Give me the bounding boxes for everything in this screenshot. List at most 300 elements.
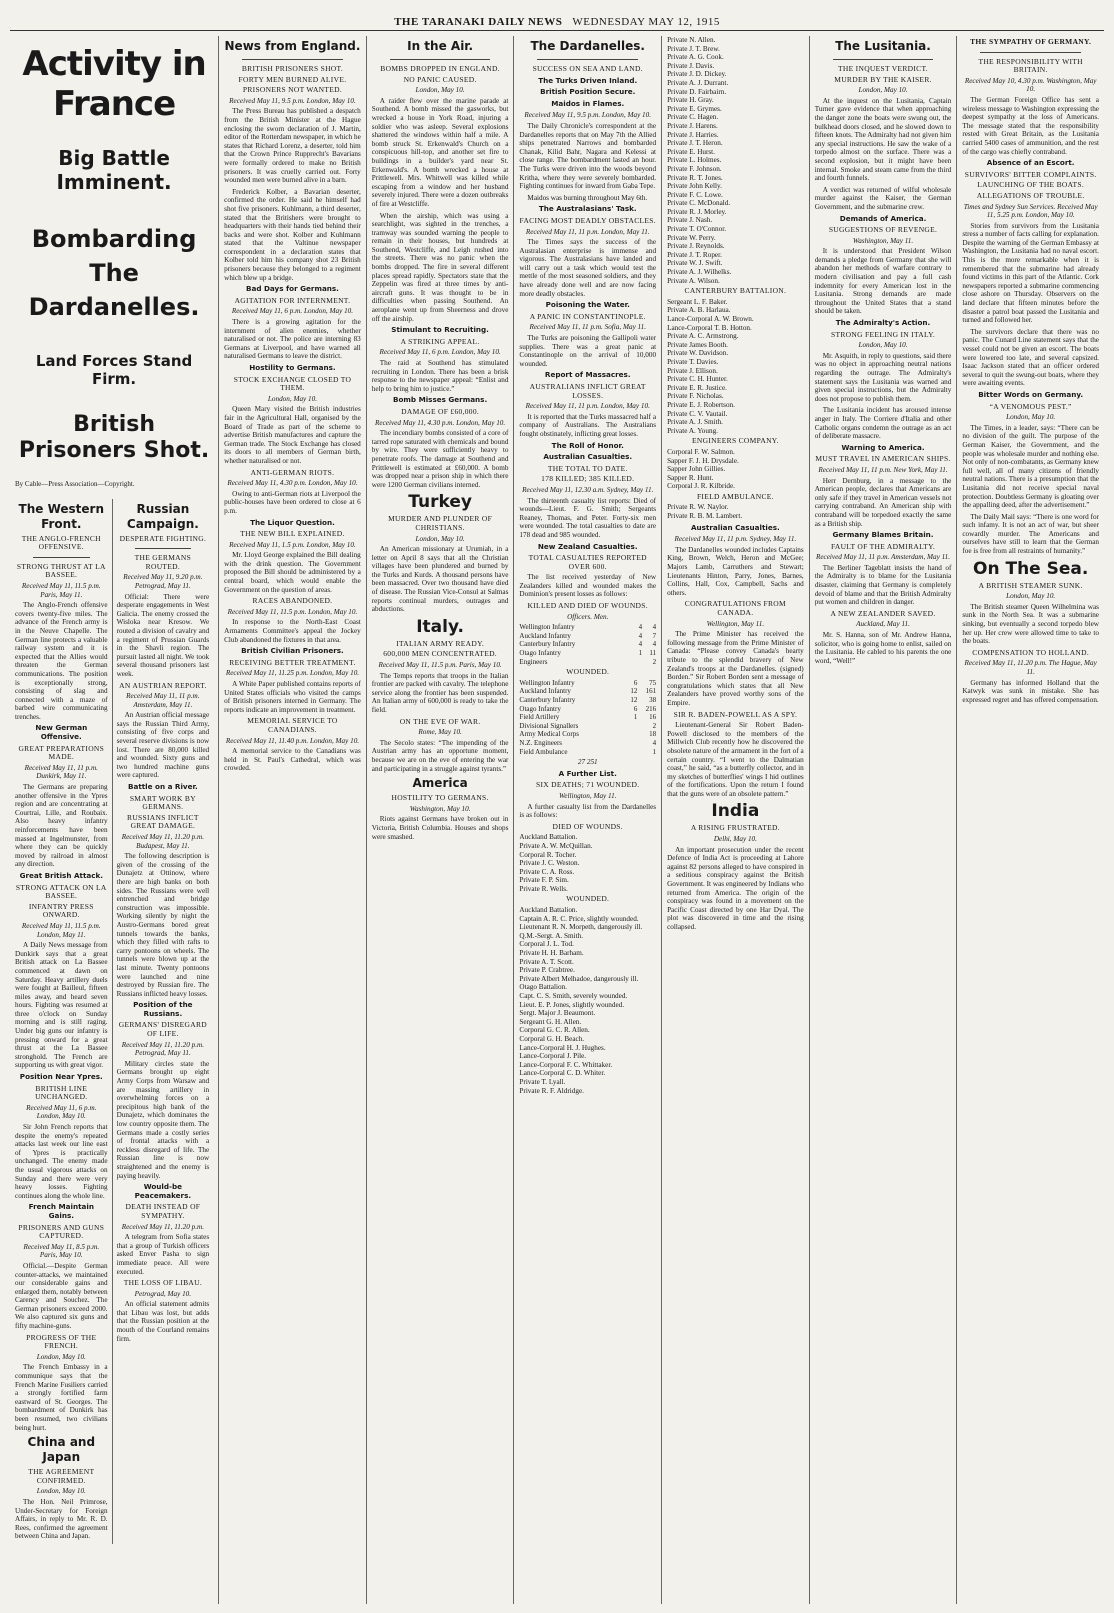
article-text: A Daily News message from Dunkirk says that a great British attack on La Bassee commenced at dawn on Saturday. Heavy artillery duels were fought at Bailleul, fifteen miles away, and heard seven hours. Fighting was resumed at three o'clock on Sunday morning and is still raging. Under big guns our infantry is pressing onward for a great thrust at the La Bassee stronghold. The French are supporting us with great vigor. — [15, 941, 108, 1070]
section-heading: Poisoning the Water. — [545, 300, 630, 310]
list-item: Lieut. E. P. Jones, slightly wounded. — [519, 1000, 625, 1009]
subheading: SURVIVORS' BITTER COMPLAINTS. — [964, 169, 1097, 179]
killed-table — [519, 623, 656, 666]
section-heading: The Roll of Honor. — [551, 440, 624, 450]
table-cell: 1 — [633, 713, 638, 722]
subheading: MEMORIAL SERVICE TO CANADIANS. — [247, 716, 338, 734]
list-item: Private T. O'Connor. — [667, 225, 726, 234]
list-item: Private Albert Melhadoe, dangerously ill. — [519, 974, 639, 983]
list-item: Private C. H. Hunter. — [667, 375, 728, 384]
dateline: Received May 11, 11.5 p.m. Paris, May 10. — [378, 661, 502, 670]
table-row — [519, 640, 656, 649]
privates-list — [667, 36, 804, 285]
list-item: Private F. P. Sim. — [519, 876, 569, 885]
article-text: The Press Bureau has published a despatch from the British Minister at the Hague enclosing the sworn declaration of J. Martin, editor of the Rotterdam newspaper, in which he states that Richard Lorenz, a deserter, told him that the Crown Prince Rupprecht's Bavarians were formally ordered to make no British prisoners. It was cruelly carried out. Forty wounded men were burned alive in a barn. — [224, 107, 361, 185]
subheading: PRISONERS NOT WANTED. — [242, 85, 343, 95]
article-text: A raider flew over the marine parade at Southend. A bomb missed the gasworks, but wrecked a house in York Road, injuring a soldier who was asleep. Several explosions shattered the windows within half a mile. A bomb struck St. Erkenwald's Church on a conspicuous hill-top, and another set fire to buildings in a builder's yard near St. Erkenwald's. A bomb wrecked a house at Prittlewell. Mrs. Whitwell was killed while escaping from a window and her husband severely injured. There were a dozen outbreaks of fire at Westcliffe. — [371, 96, 509, 208]
dateline: London, May 10. — [1006, 592, 1056, 601]
section-heading: The Admiralty's Action. — [835, 318, 931, 328]
table-cell: 12 — [630, 687, 638, 696]
article-text: A White Paper published contains reports of United States officials who visited the camps of British prisoners interned in Germany. The reports indicate an improvement in treatment. — [224, 680, 361, 714]
list-item: Captain A. R. C. Price, slightly wounded. — [519, 914, 639, 923]
section-heading: British Position Secure. — [540, 87, 636, 97]
section-heading: New German Offensive. — [35, 723, 88, 742]
table-cell: 1 — [638, 649, 643, 658]
dateline: Delhi, May 10. — [713, 835, 757, 844]
dateline: Received May 11, 11.20 p.m. — [121, 1222, 205, 1231]
list-item: Private C. V. Vautail. — [667, 409, 728, 418]
section-heading: Report of Massacres. — [544, 370, 631, 380]
dateline: Times and Sydney Sun Services. Received May 11, 5.25 p.m. London, May 10. — [963, 202, 1098, 220]
table-cell — [625, 730, 637, 739]
section-heading: China and Japan — [27, 1435, 96, 1465]
list-item: Corporal R. Tocher. — [519, 850, 577, 859]
deck-land-forces: Land Forces Stand Firm. — [35, 352, 193, 388]
list-item: Private N. Allen. — [667, 36, 716, 44]
dateline: Received May 11, 9.5 p.m. London, May 10. — [524, 111, 652, 120]
article-text: Sir John French reports that despite the enemy's repeated attacks last week our line east of Ypres is practically unchanged. The enemy made the usual vigorous attacks on Sunday and there were very heavy losses. Fighting continues along the whole line. — [15, 1123, 108, 1200]
dateline: London, May 10. — [415, 86, 465, 95]
table-cell: Otago Infantry — [519, 704, 561, 713]
dateline: London, May 10. — [1006, 413, 1056, 422]
subheading: CANTERBURY BATTALION. — [684, 286, 787, 296]
list-item: Private F. C. Lowe. — [667, 190, 723, 199]
list-item: Corporal F. W. Salmon. — [667, 447, 735, 456]
section-heading: New Zealand Casualties. — [537, 541, 638, 551]
subheading: MURDER BY THE KAISER. — [834, 74, 932, 84]
column-6 — [810, 36, 958, 1604]
column-2 — [219, 36, 367, 1604]
table-cell: 16 — [649, 713, 657, 722]
list-item: Corporal G. C. R. Allen. — [519, 1026, 590, 1035]
section-heading: Demands of America. — [839, 213, 927, 223]
subheading: PROGRESS OF THE FRENCH. — [26, 1332, 97, 1351]
article-text: The Turks are poisoning the Gallipoli water supplies. There was a great panic at Constantinople on the arrival of 10,000 wounded. — [519, 334, 657, 368]
table-cell — [635, 658, 642, 667]
list-item: Private L. Holmes. — [667, 156, 722, 165]
list-item: Sapper John Gillies. — [667, 465, 726, 474]
subheading: ITALIAN ARMY READY. — [396, 638, 484, 648]
list-item: Private R. F. Aldridge. — [519, 1086, 584, 1095]
dateline: Wellington, May 11. — [706, 619, 765, 628]
table-cell: Army Medical Corps — [519, 730, 579, 739]
list-item: Auckland Battalion. — [519, 906, 578, 915]
table-row — [519, 730, 656, 739]
table-cell: 216 — [645, 704, 657, 713]
page-columns — [10, 36, 1104, 1604]
subheading: CONGRATULATIONS FROM CANADA. — [684, 599, 786, 617]
subheading: 178 KILLED; 385 KILLED. — [541, 474, 635, 484]
list-item: Private J. T. Heron. — [667, 139, 723, 148]
subheading: SIR R. BADEN-POWELL AS A SPY. — [673, 709, 798, 719]
article-text: The Anglo-French offensive covers twenty-five miles. The advance of the French army is in the Neuve Chapelle. The German line protects a valuable railway system and it is expected that the Allies would threaten the German communications. The position is exceptionally strong, consisting of slag and connected with a maze of barbed wire communicating trenches. — [15, 601, 108, 721]
table-row — [519, 739, 656, 748]
list-item: Corporal J. R. Kilbride. — [667, 482, 735, 491]
article-text: It is reported that the Turks massacred half a company of Australians. The Australians fought obstinately, inflicting great losses. — [519, 412, 657, 438]
article-text: There is a growing agitation for the internment of alien enemies, whether naturalised or not. The police are interning 83 Germans at Liverpool, and have warned all naturalised Germans to leave the district. — [224, 318, 361, 361]
subheading: THE NEW BILL EXPLAINED. — [240, 529, 345, 539]
dateline: Received May 11, 8.5 p.m. Paris, May 10. — [23, 1242, 100, 1260]
dateline: Received May 11, 11 p.m. Sofia, May 11. — [529, 323, 647, 332]
subheading: RECEIVING BETTER TREATMENT. — [229, 657, 356, 667]
column-4 — [514, 36, 662, 1604]
table-cell — [625, 748, 637, 757]
dateline: Received May 11, 11 p.m. London, May 11. — [525, 227, 650, 236]
table-cell: 12 — [630, 696, 638, 704]
list-item: Private J. Harries. — [667, 130, 719, 139]
subheading: NO PANIC CAUSED. — [403, 74, 477, 84]
newspaper-title: THE TARANAKI DAILY NEWS — [394, 16, 563, 28]
article-text: The Lusitania incident has aroused intense anger in Italy. The Corriere d'Italia and other Catholic organs condemn the outrage as an act of deliberate massacre. — [814, 406, 952, 441]
western-front-section — [15, 499, 113, 1544]
section-heading: Great British Attack. — [19, 870, 104, 880]
table-cell: Auckland Infantry — [519, 687, 571, 696]
subheading: SIX DEATHS; 71 WOUNDED. — [536, 780, 640, 790]
subheading: MURDER AND PLUNDER OF CHRISTIANS. — [388, 514, 493, 532]
section-heading: The Australasians' Task. — [538, 204, 637, 214]
wounded-total: 27 251 — [577, 758, 598, 767]
subheading: THE TOTAL TO DATE. — [547, 463, 628, 473]
dateline: Washington, May 10. — [409, 804, 471, 813]
dateline: Received May 11, 12.30 a.m. Sydney, May 11. — [522, 485, 654, 494]
section-heading: The Western Front. — [18, 501, 105, 531]
table-cell: 4 — [652, 738, 657, 747]
dateline: Received May 11, 4.30 p.m. London, May 10. — [374, 418, 506, 427]
article-text: The list received yesterday of New Zealanders killed and wounded makes the Dominion's present losses as follows: — [519, 573, 657, 599]
dateline: Received May 11, 11.40 p.m. London, May 10. — [225, 736, 360, 745]
dateline: Wellington, May 11. — [558, 791, 617, 800]
dateline: Received May 11, 11 p.m. London, May 10. — [525, 402, 650, 411]
table-cell: 38 — [649, 696, 657, 704]
section-heading: Bitter Words on Germany. — [978, 389, 1084, 399]
dateline: Received May 11, 11 p.m. Amsterdam, May 11. — [126, 692, 200, 709]
subheading: GERMANS' DISREGARD OF LIFE. — [118, 1020, 207, 1039]
subheading: SMART WORK BY GERMANS. — [129, 793, 196, 812]
article-text: A memorial service to the Canadians was held in St. Paul's Cathedral, which was crowded. — [224, 747, 361, 773]
field-ambulance-list — [667, 503, 804, 520]
list-item: Private T. Davies. — [667, 357, 719, 366]
table-cell — [625, 722, 637, 731]
subheading: TOTAL CASUALTIES REPORTED OVER 600. — [528, 553, 647, 571]
subheading: A NEW ZEALANDER SAVED. — [830, 608, 936, 618]
article-text: The Prime Minister has received the following message from the Prime Minister of Canada: “Please convey Canada's hearty tribute to the splendid bravery of New Zealand's troops at the Dardanelles. (signed) Borden.” Sir Robert Borden sent a message of congratulations which states that all New Zealanders have proved worthy sons of the Empire. — [667, 630, 804, 707]
article-text: The Times says the success of the Australasian enterprise is immense and vigorous. The Australasians have landed and will carry out a task which would test the mettle of the most seasoned soldiers, and they have already done well and are now facing more deadly obstacles. — [519, 238, 657, 298]
list-item: Private A. J. Durrant. — [667, 78, 729, 87]
list-item: Lance-Corporal F. C. Whittaker. — [519, 1060, 613, 1069]
list-item: Private J. Reynolds. — [667, 242, 725, 251]
dateline: Received May 11, 6 p.m. London, May 10. — [26, 1103, 97, 1121]
section-heading: Bomb Misses Germans. — [393, 395, 488, 405]
list-item: Private E. R. Justice. — [667, 383, 727, 392]
subheading: BRITISH PRISONERS SHOT. — [241, 64, 344, 73]
list-item: Lance-Corporal C. D. Whiter. — [519, 1069, 606, 1078]
subheading: AN AUSTRIAN REPORT. — [119, 680, 207, 690]
subheading: ANTI-GERMAN RIOTS. — [250, 467, 335, 477]
section-heading: Position of the Russians. — [133, 1000, 193, 1018]
article-text: The Daily Chronicle's correspondent at the Dardanelles reports that on May 7th the Allied ships penetrated Narrows and bombarded Chanak, Kilid Bahr, Nagara and Kelessi at close range. The bombardment lasted an hour. The Turks were driven into the woods beyond Kritha, where they were severely bombarded. Fighting continues for inward from Gaba Tepe. — [519, 121, 657, 191]
article-text: An official statement admits that Libau was lost, but adds that the Russian position at the mouth of the Courland remains firm. — [116, 1300, 210, 1343]
article-text: Herr Dernburg, in a message to the American people, declares that Americans are only safe if they travel in American vessels not carrying contraband. An American ship with contraband will be torpedoed exactly the same as a British ship. — [814, 476, 952, 528]
table-row — [519, 623, 656, 632]
subheading: A PANIC IN CONSTANTINOPLE. — [529, 311, 646, 321]
subheading: THE ANGLO-FRENCH OFFENSIVE. — [21, 533, 101, 552]
article-text: The Times, in a leader, says: “There can be no division of the guilt. The purpose of the German Kaiser, the Government, and the people was wholesale murder and nothing else. Not only of non-combatants, as Germany knew full well, all of many citizens of friendly neutral nations. There is a presumption that the Lusitania did not receive special naval protection. Doubtless Germany is gloating over the appalling deed, after the advertisement.” — [962, 423, 1099, 510]
article-text: The Germans are preparing another offensive in the Ypres region and are concentrating at Courtrai, Lille, and Roubaix. Also heavy infantry reinforcements have been massed at Ingelmunster, from where they can be quickly moved by railroad in almost any direction. — [15, 783, 108, 869]
press-credit: By Cable—Press Association—Copyright. — [15, 480, 135, 488]
subheading: FORTY MEN BURNED ALIVE. — [238, 74, 347, 84]
subheading: BOMBS DROPPED IN ENGLAND. — [380, 64, 500, 73]
subheading: DESPERATE FIGHTING. — [119, 533, 207, 543]
article-text: The Temps reports that troops in the Italian frontier are packed with cavalry. The telephone service along the frontier has been suspended. An Italian army of 600,000 is ready to take the field. — [371, 671, 509, 714]
table-row — [519, 679, 656, 688]
subheading: RUSSIANS INFLICT GREAT DAMAGE. — [127, 812, 199, 831]
section-heading: Battle on a River. — [127, 782, 198, 792]
article-text: The following description is given of the crossing of the Dunajetz at Ottinow, where there are high banks on both sides. The Russians were well entrenched and bridge construction was impossible. Working silently by night the Austro-Germans bored great tunnels towards the banks, which they filled with rafts to carry pontoons on wheels. The tunnels were blown up at the last minute. Twenty pontoons were launched and nine destroyed by Russian fire. The Russians inflicted heavy losses. — [116, 852, 210, 998]
section-heading: News from England. — [224, 39, 361, 53]
subheading: STOCK EXCHANGE CLOSED TO THEM. — [233, 374, 352, 393]
list-item: Private R. J. Morley. — [667, 207, 727, 216]
article-text: The Secolo states: “The impending of the Austrian army has an opportune moment, because we are on the eve of entering the war and participating in a struggle against tyrants.” — [371, 738, 509, 773]
dateline: Received May 11, 11.5 p.m. London, May 11. — [21, 921, 101, 939]
subheading: AGITATION FOR INTERNMENT. — [234, 295, 351, 305]
list-item: Sergeant G. H. Allen. — [519, 1017, 582, 1026]
list-item: Private C. A. Ross. — [519, 867, 575, 876]
dateline: London, May 10. — [858, 86, 908, 95]
table-cell: Canterbury Infantry — [519, 640, 576, 649]
article-text: An important prosecution under the recent Defence of India Act is proceeding at Lahore against 82 persons alleged to have conspired in a seditious conspiracy against the British Government. It was engineered by Indians who returned from America. The origin of the conspiracy was found in a movement on the Pacific Coast directed by one Har Dyal. The plot was discovered in time and the rising collapsed. — [667, 845, 804, 931]
dateline: Received May 11, 11 p.m. Sydney, May 11. — [674, 535, 797, 544]
section-heading: Italy. — [416, 616, 464, 637]
list-item: Private A. Wilson. — [667, 276, 720, 285]
subheading: BRITISH LINE UNCHANGED. — [35, 1083, 88, 1102]
table-cell: Wellington Infantry — [519, 623, 575, 632]
section-heading: Stimulant to Recruiting. — [391, 325, 489, 335]
article-text: The Dardanelles wounded includes Captains King, Brown, Welch, Heron and McGee; Majors Lamb, Carruthers and Stewart; Lieutenants Hinton, Parry, Jones, Barnes, Collins, Hall, Cox, Campbell, Sachs and others. — [667, 545, 804, 597]
list-item: Private W. Perry. — [667, 233, 716, 242]
subheading: DEATH INSTEAD OF SYMPATHY. — [125, 1202, 201, 1220]
section-heading: British Civilian Prisoners. — [241, 646, 344, 656]
subheading: THE RESPONSIBILITY WITH BRITAIN. — [978, 56, 1083, 75]
dateline: Received May 11, 11 p.m. New York, May 11. — [818, 465, 948, 474]
table-row — [519, 713, 656, 722]
engineers-list — [667, 448, 804, 491]
table-cell: 2 — [652, 721, 657, 730]
list-item: Private E. Grymes. — [667, 104, 722, 113]
subheading: “A VENOMOUS PEST.” — [989, 401, 1072, 411]
section-heading: Bad Days for Germans. — [245, 284, 339, 294]
list-item: Private John Kelly. — [667, 182, 722, 191]
article-text: Frederick Kolber, a Bavarian deserter, confirmed the order. He said he himself had shot five prisoners. Kuhlmann, a third deserter, stated that the Britishers were brought to headquarters with their hands tied behind their backs and were shot. Kolber and Kuhlmann stated that the Valtinue newspaper correspondent in a declaration states that Kolber told him his company shot 23 British prisoners because they belonged to a regiment which blew up a bridge. — [224, 187, 361, 282]
list-item: Private D. Fairbairn. — [667, 87, 727, 96]
dateline: Washington, May 11. — [852, 236, 914, 245]
front-subcolumns — [15, 499, 213, 1544]
subheading: SUGGESTIONS OF REVENGE. — [828, 225, 938, 235]
article-text: Lieutenant-General Sir Robert Baden-Powell disclosed to the members of the Millwich Club recently how he discovered the obsolete nature of the armament in the fort of a certain country. “I went to the Dalmatian coast,” he said, “as a butterfly collector, and in my sketches of butterflies' wings I hid outlines of the fortifications. Upon the return I found that the guns were of an obsolete pattern.” — [667, 721, 804, 798]
list-item: Private E. Hurst. — [667, 147, 715, 156]
dateline: Received May 11, 6 p.m. London, May 10. — [231, 307, 354, 316]
section-heading: A Further List. — [558, 768, 617, 778]
list-item: Private F. Nicholas. — [667, 392, 724, 401]
article-text: Mr. Lloyd George explained the Bill dealing with the drink question. The Government proposed the Bill should be administered by a central board, which would enable the Government on the question of areas. — [224, 551, 361, 594]
list-item: Capt. C. S. Smith, severely wounded. — [519, 992, 628, 1000]
list-item: Private A. G. Cook. — [667, 53, 724, 62]
table-cell: Wellington Infantry — [519, 678, 575, 687]
dateline: Received May 11, 11.5 p.m. London, May 10. — [227, 607, 358, 616]
table-cell: Field Ambulance — [519, 747, 568, 756]
list-item: Sapper R. Hunt. — [667, 473, 714, 482]
table-row — [519, 722, 656, 731]
russian-campaign-section — [113, 499, 214, 1544]
dateline: Received May 11, 11.5 p.m. Paris, May 11. — [21, 581, 101, 599]
article-text: Owing to anti-German riots at Liverpool the public-houses have been ordered to close at 6 p.m. — [224, 489, 361, 515]
subheading: INFANTRY PRESS ONWARD. — [28, 901, 94, 920]
dateline: London, May 10. — [267, 394, 318, 403]
list-item: Private J. Harens. — [667, 121, 718, 130]
deck-prisoners-shot: British Prisoners Shot. — [18, 412, 210, 463]
table-cell: Field Artillery — [519, 713, 560, 722]
article-text: The Berliner Tageblatt insists the hand of the Admiralty is to blame for the Lusitania disaster, claiming that Germany is completely devoid of blame and that the British Admiralty put women and children in danger. — [814, 563, 952, 607]
article-text: The French Embassy in a communique says that the French Marine Fusiliers carried a strongly fortified farm eastward of St. Georges. The bombardment of Dunkirk has been resumed, two civilians being hurt. — [15, 1363, 108, 1432]
table-row — [519, 705, 656, 714]
article-text: An American missionary at Urumiah, in a letter on April 8 says that all the Christian villages have been plundered and burned by the Turks and Kurds. A thousand persons have been massacred. Over two thousand have died of disease. The Russian Vice-Consul at Salmas reports continual murders, outrages and abductions. — [371, 545, 509, 614]
list-item: Private H. Gray. — [667, 96, 714, 105]
table-cell: 18 — [649, 730, 657, 739]
subheading: SUCCESS ON SEA AND LAND. — [532, 64, 643, 73]
table-row — [519, 696, 656, 705]
dateline: Received May 11, 11.20 p.m. Budapest, May 11. — [121, 833, 205, 850]
died-list — [519, 833, 656, 893]
table-cell — [625, 739, 637, 748]
subheading: A BRITISH STEAMER SUNK. — [978, 580, 1083, 590]
article-text: Stories from survivors from the Lusitania stress a number of facts calling for explanation. Despite the warning of the German Embassy at Washington, the Lusitania had no naval escort. This is the more remarkable when it is remembered that the submarine had already found victims in this part of the Atlantic. Cork newspapers reported a submarine commencing close ashore on Thursday. Observers on the land declare that fifteen minutes before the disaster a patrol boat passed the Lusitania and turned and followed her. — [962, 221, 1099, 325]
list-item: Private E. J. Robertson. — [667, 400, 735, 409]
dateline: Received May 10, 4.30 p.m. Washington, May 10. — [964, 76, 1097, 94]
table-cell: 4 — [652, 623, 657, 632]
table-cell: Canterbury Infantry — [519, 696, 576, 704]
list-item: Private C. Hagen. — [667, 113, 719, 122]
table-cell: 4 — [638, 640, 643, 649]
list-item: Lieutenant R. N. Morpeth, dangerously ill. — [519, 923, 643, 932]
article-text: Riots against Germans have broken out in Victoria, British Columbia. Houses and shops were smashed. — [371, 815, 509, 841]
subheading: AUSTRALIANS INFLICT GREAT LOSSES. — [529, 382, 646, 400]
table-cell: 4 — [652, 640, 657, 649]
subheading: THE INQUEST VERDICT. — [838, 64, 928, 73]
dateline: Auckland, May 11. — [856, 620, 910, 629]
section-heading: India — [711, 801, 760, 822]
dateline: Received May 11, 1.5 p.m. London, May 10. — [229, 540, 356, 549]
section-heading: Would-be Peacemakers. — [134, 1182, 192, 1200]
dateline: London, May 10. — [36, 1487, 86, 1496]
list-item: Lance-Corporal A. W. Brown. — [667, 315, 754, 323]
article-text: The survivors declare that there was no panic. The Cunard Line statement says that the vessel could not be given an escort. The boats were lowered too late, and several capsized. Isaac Jackson stated that an officer ordered several to quit the swung-out boats, where they were awaiting events. — [962, 327, 1099, 388]
column-1 — [10, 36, 219, 1604]
dateline: Received May 11, 11 p.m. Dunkirk, May 11. — [24, 763, 98, 781]
list-item: Corporal J. L. Tod. — [519, 940, 574, 949]
article-text: At the inquest on the Lusitania, Captain Turner gave evidence that when approaching the danger zone the boats were swung out, the bulkhead doors closed, and he slowed down to fifteen knots. The Admiralty had not given him any special instructions. He saw the wake of a torpedo almost on the surface. There was a second explosion, but it might have been internal. Smoke and steam came from the third and fourth funnels. — [814, 96, 952, 183]
list-item: Private James Booth. — [667, 340, 728, 349]
subheading: FACING MOST DEADLY OBSTACLES. — [519, 215, 656, 225]
list-item: Sergeant L. F. Baker. — [667, 297, 728, 306]
list-item: Private A. C. Armstrong. — [667, 332, 739, 341]
subheading: WOUNDED. — [566, 667, 610, 677]
list-item: Private R. W. Naylor. — [667, 503, 729, 512]
subheading: MUST TRAVEL IN AMERICAN SHIPS. — [815, 454, 951, 464]
section-heading: In the Air. — [407, 39, 474, 53]
subheading: DAMAGE OF £60,000. — [401, 406, 480, 416]
dateline: Rome, May 10. — [418, 728, 462, 737]
article-text: Military circles state the Germans brought up eight Army Corps from Warsaw and are massing artillery in overwhelming forces on a precipitous high bank of the Dunajetz, which dominates the low country opposite them. The Germans made a costly series of frontal attacks with a reckless disregard of life. The Russian line is now straightened and the enemy is paying heavily. — [116, 1059, 210, 1180]
subheading: HOSTILITY TO GERMANS. — [391, 793, 489, 803]
subheading: LAUNCHING OF THE BOATS. — [977, 180, 1085, 190]
list-item: Private A. J. Smith. — [667, 418, 723, 427]
article-text: A further casualty list from the Dardanelles is as follows: — [519, 802, 657, 820]
article-text: A verdict was returned of wilful wholesale murder against the Kaiser, the German Government, and the submarine crew. — [814, 185, 952, 211]
column-7 — [957, 36, 1104, 1604]
subheading: COMPENSATION TO HOLLAND. — [972, 647, 1090, 657]
table-row — [519, 748, 656, 757]
list-item: Private A. J. Wilhelks. — [667, 268, 732, 277]
column-5 — [662, 36, 810, 1604]
table-cell: N.Z. Engineers — [519, 738, 562, 747]
table-cell: 6 — [633, 678, 638, 687]
list-item: Lance-Corporal H. J. Hughes. — [519, 1043, 606, 1052]
subheading: STRONG ATTACK ON LA BASSEE. — [15, 882, 107, 901]
subheading: GREAT PREPARATIONS MADE. — [18, 743, 105, 762]
section-heading: Hostility to Germans. — [249, 363, 336, 372]
section-heading: America — [412, 776, 468, 791]
article-text: When the airship, which was using a searchlight, was sighted in the trenches, a tramway was sounded warning the people to remain in their houses, but hundreds at Southend, Westcliffe, and Leigh rushed into the streets. There was no panic when the bombs dropped. The fire in several different places spread rapidly. Spectators state that the Zeppelin was fired at three times by anti-aircraft guns. It was thought to be in difficulties when passing Southend. An aeroplane went up from Sheerness and drove off the airship. — [371, 211, 509, 323]
table-row — [519, 632, 656, 641]
table-cell: 75 — [649, 678, 657, 687]
subheading: THE AGREEMENT CONFIRMED. — [28, 1467, 95, 1485]
article-text: The Daily Mail says: “There is one word for such infamy. It is not an act of war, but sheer cowardly murder. The Americans and ourselves have still to learn that the German foe is free from all restraints of humanity.” — [962, 512, 1099, 556]
article-text: Queen Mary visited the British industries fair in the Agricultural Hall, organised by the Board of Trade as part of the scheme to advertise British manufactures and capture the German trade. The Stock Exchange has closed its doors to all members of German birth, whether naturalised or not. — [224, 405, 361, 465]
list-item: Private R. B. M. Lambert. — [667, 512, 743, 521]
article-text: Mr. S. Hanna, son of Mr. Andrew Hanna, solicitor, who is going home to enlist, sailed on the Lusitania. He cabled to his parents the one word, “Well!” — [814, 631, 952, 665]
table-header: Officers. Men. — [567, 612, 609, 621]
table-cell: Otago Infantry — [519, 649, 561, 658]
table-cell: Engineers — [519, 657, 548, 666]
dateline: Petrograd, May 10. — [134, 1289, 192, 1298]
dateline: Received May 11, 4.30 p.m. London, May 10. — [227, 479, 358, 488]
article-text: The raid at Southend has stimulated recruiting in London. There has been a brisk response to the newspaper appeal: “Enlist and help to bring him to justice.” — [371, 359, 509, 393]
canterbury-list — [667, 298, 804, 436]
table-cell: 4 — [638, 631, 643, 640]
list-item: Private A. W. McQuillan. — [519, 841, 593, 850]
section-heading: French Maintain Gains. — [28, 1202, 94, 1220]
list-item: Lance-Corporal J. Pile. — [519, 1052, 587, 1061]
section-heading: Germany Blames Britain. — [832, 530, 934, 540]
subheading: THE GERMANS ROUTED. — [134, 553, 192, 571]
deck-bombarding: Bombarding The Dardanelles. — [28, 225, 200, 321]
subheading: STRONG THRUST AT LA BASSEE. — [16, 561, 106, 580]
subheading: FIELD AMBULANCE. — [696, 491, 774, 501]
table-row — [519, 687, 656, 696]
section-heading: Absence of an Escort. — [986, 158, 1075, 168]
list-item: Private T. Lyall. — [519, 1077, 566, 1086]
wounded-table — [519, 679, 656, 756]
list-item: Private A. T. Scott. — [519, 957, 574, 966]
subheading: 600,000 MEN CONCENTRATED. — [383, 649, 497, 659]
dateline: Received May 11, 9.20 p.m. Petrograd, May 11. — [123, 573, 203, 590]
article-text: The thirteenth casualty list reports: Died of wounds—Lieut. F. G. Smith; Sergeants Reaney, Thomas, and Peter. Forty-six men were wounded. The total casualties to date are 178 dead and 985 wounded. — [519, 496, 657, 539]
dateline: Received May 11, 11.20 p.m. Petrograd, May 11. — [121, 1040, 205, 1058]
subheading: DIED OF WOUNDS. — [552, 821, 623, 831]
section-heading: Russian Campaign. — [126, 501, 199, 531]
section-heading: On The Sea. — [973, 558, 1089, 579]
article-text: The Hon. Neil Primrose, Under-Secretary for Foreign Affairs, in reply to Mr. R. D. Rees, confirmed the agreement between China and Japan. — [15, 1497, 108, 1541]
list-item: Auckland Battalion. — [519, 833, 578, 842]
